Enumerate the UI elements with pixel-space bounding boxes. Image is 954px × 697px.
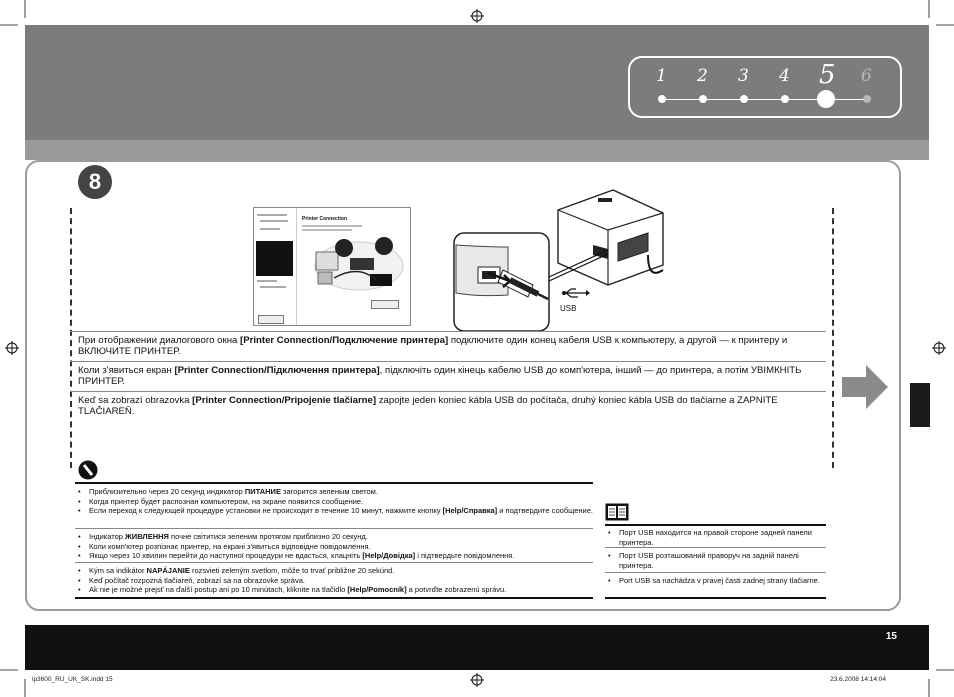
side-note-ru: • Порт USB находится на правой стороне задней панели принтера.	[608, 528, 823, 547]
instruction-ru-bold: [Printer Connection/Подключение принтера]	[240, 335, 449, 346]
instruction-uk-post: , підключіть один кінець кабелю USB до комп'ютера, інший — до принтера, а потім УВІМКНІТЬ ПРИНТЕР.	[78, 365, 802, 387]
step-number-badge: 8	[78, 165, 112, 199]
slug-filename: ip3600_RU_UK_SK.indd 15	[32, 676, 113, 683]
instruction-ru-post: подключите один конец кабеля USB к компьютеру, а другой — к принтеру и ВКЛЮЧИТЕ ПРИНТЕР.	[78, 335, 788, 357]
instruction-uk-pre: Коли з'явиться екран	[78, 365, 175, 376]
step-2-label: 2	[697, 66, 708, 86]
slug-date: 23.6.2008 14:14:04	[830, 676, 887, 683]
step-4-label: 4	[779, 66, 790, 86]
usb-label: USB	[560, 304, 577, 313]
step-3-label: 3	[738, 66, 749, 86]
note-uk-2: • Коли комп'ютер розпізнає принтер, на екрані з'явиться відповідне повідомлення.	[78, 542, 593, 552]
side-note-uk: • Порт USB розташований праворуч на задній панелі принтера.	[608, 551, 823, 570]
note-uk-1: • Індикатор ЖИВЛЕННЯ почне світитися зеленим протягом приблизно 20 секунд.	[78, 532, 593, 542]
page-number: 15	[885, 631, 897, 642]
instruction-sk-post: zapojte jeden koniec kábla USB do počítača, druhý koniec kábla USB do tlačiarne a ZAPNITE TLAČIAREŇ.	[78, 395, 778, 417]
note-sk-2: • Keď počítač rozpozná tlačiareň, zobrazí sa na obrazovke správa.	[78, 576, 593, 586]
instruction-uk-bold: [Printer Connection/Підключення принтера]	[174, 365, 380, 376]
instruction-ru-pre: При отображении диалогового окна	[78, 335, 241, 346]
step-1-label: 1	[656, 66, 667, 86]
note-sk-3: • Ak nie je možné prejsť na ďalší postup ani po 10 minútach, kliknite na tlačidlo [Help/Pomocník] a potvrďte zobrazenú správu.	[78, 585, 593, 595]
dialog-title: Printer Connection	[302, 216, 348, 222]
step-6-label: 6	[861, 66, 872, 86]
note-ru-3: • Если переход к следующей процедуре установки не происходит в течение 10 минут, нажмите кнопку [Help/Справка] и подтвердите сообщение.	[78, 506, 593, 516]
instruction-sk-pre: Keď sa zobrazí obrazovka	[78, 395, 193, 406]
step-5-label-current: 5	[819, 60, 836, 90]
note-ru-1: • Приблизительно через 20 секунд индикатор ПИТАНИЕ загорится зеленым светом.	[78, 487, 593, 497]
note-sk-1: • Kým sa indikátor NAPÁJANIE rozsvieti zeleným svetlom, môže to trvať približne 20 sekúnd.	[78, 566, 593, 576]
side-note-sk: • Port USB sa nachádza v pravej časti zadnej strany tlačiarne.	[608, 576, 823, 586]
note-ru-2: • Когда принтер будет распознан компьютером, на экране появится сообщение.	[78, 497, 593, 507]
note-uk-3: • Якщо через 10 хвилин перейти до наступної процедури не вдасться, клацніть [Help/Довідка] і підтвердьте повідомлення.	[78, 551, 593, 561]
instruction-sk-bold: [Printer Connection/Pripojenie tlačiarne]	[192, 395, 377, 406]
